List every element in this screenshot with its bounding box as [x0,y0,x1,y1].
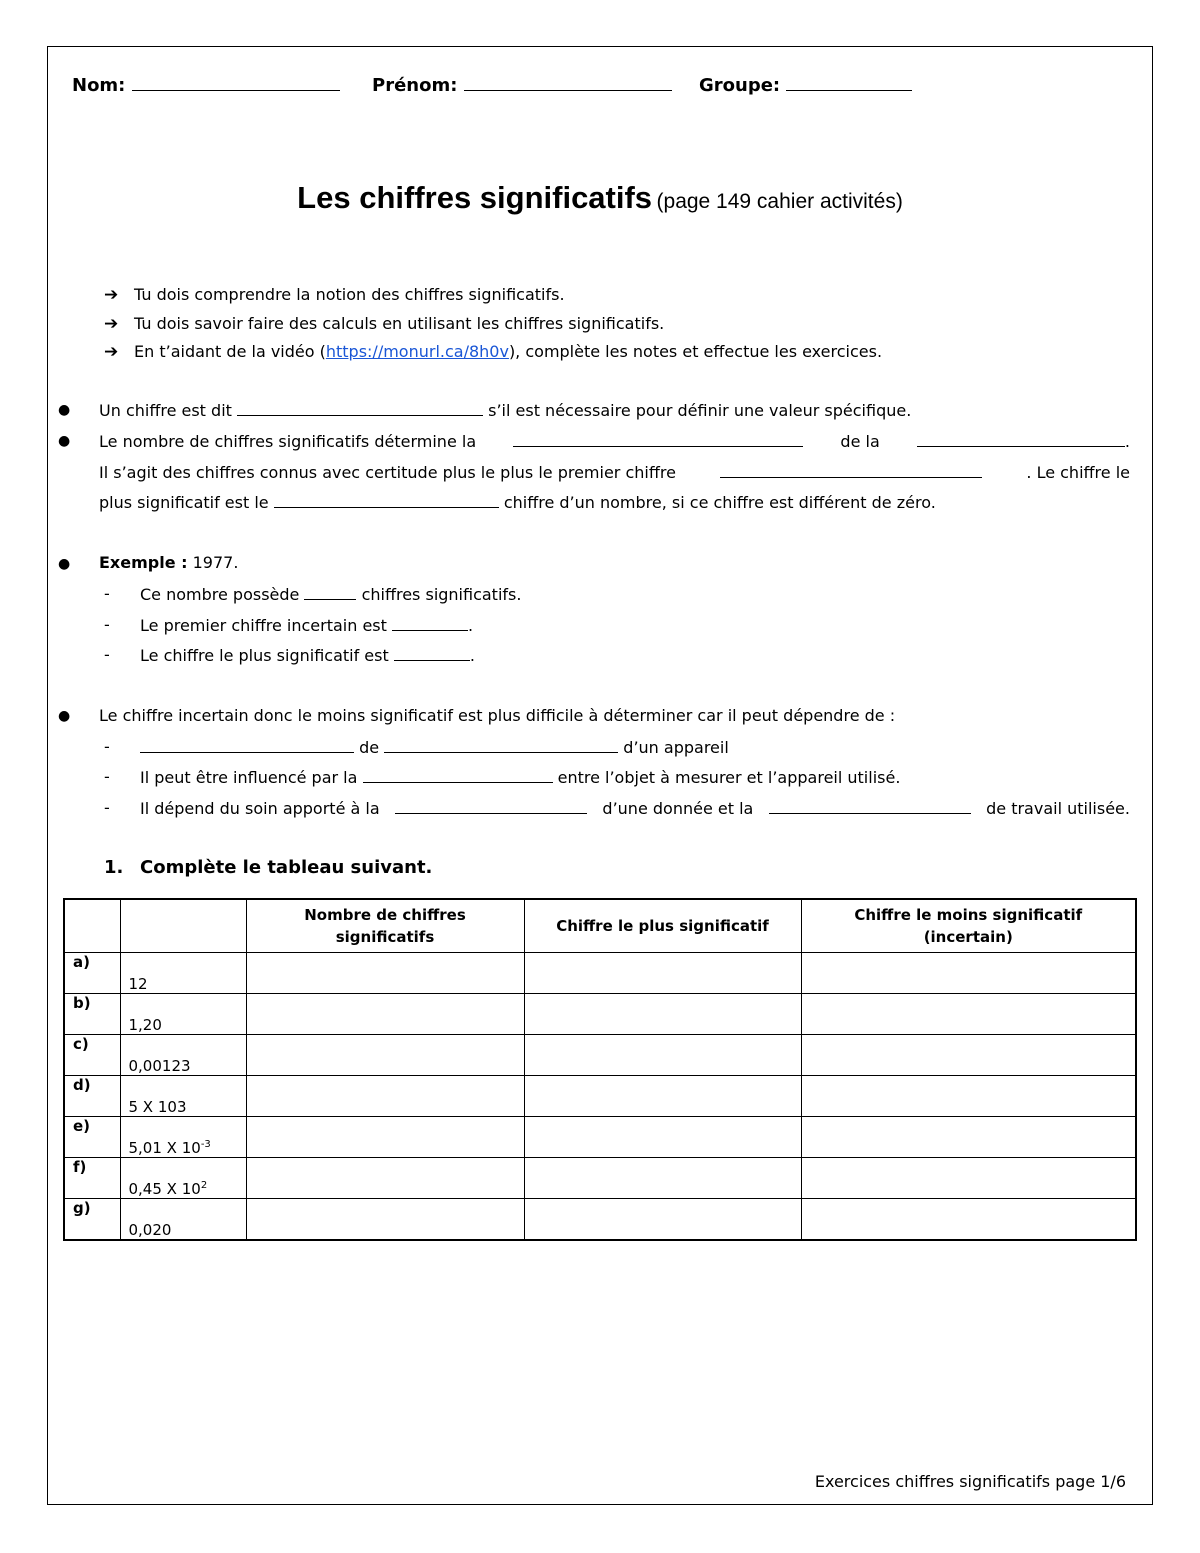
uncertain-text: de [359,738,380,757]
blank-field[interactable] [395,798,587,814]
row-letter: f) [64,1158,120,1199]
answer-cell[interactable] [801,1199,1136,1241]
example-item-1 [140,584,521,604]
example-value: 1977. [192,553,239,572]
nom-field [72,75,340,96]
dash-icon: - [104,645,110,664]
blank-field[interactable] [720,462,982,478]
uncertain-text: Il dépend du soin apporté à la [140,799,380,818]
note-2-line-1: Le nombre de chiffres significatifs détermine la de la . [99,432,1130,451]
objective-text: Tu dois comprendre la notion des chiffres significatifs. [134,285,565,304]
row-letter: e) [64,1117,120,1158]
example-line [99,553,238,572]
uncertain-item-1 [140,737,729,757]
uncertain-text: d’une donnée et la [602,799,754,818]
nom-blank[interactable] [132,75,340,91]
groupe-field [699,75,912,96]
value-base: 0,45 X 10 [128,1180,201,1198]
answer-cell[interactable] [524,1158,801,1199]
header-empty-2 [120,899,246,953]
table-row [64,1199,1136,1241]
answer-cell[interactable] [524,994,801,1035]
video-link[interactable]: https://monurl.ca/8h0v [325,342,509,361]
value-exponent: 2 [200,1180,208,1191]
row-value: 0,00123 [120,1035,246,1076]
note-2-line-3 [99,492,936,512]
blank-field[interactable] [917,431,1125,447]
exercise-number: 1. [104,857,124,878]
page-footer: Exercices chiffres significatifs page 1/6 [814,1472,1126,1491]
table-row [64,1076,1136,1117]
answer-cell[interactable] [246,953,524,994]
example-text: Le chiffre le plus significatif est [140,646,389,665]
title-main: Les chiffres significatifs [297,180,653,215]
example-label: Exemple : [99,553,188,572]
uncertain-text: entre l’objet à mesurer et l’appareil utilisé. [557,768,901,787]
answer-cell[interactable] [524,1076,801,1117]
bullet-icon: ● [58,708,71,724]
objective-1 [104,285,565,305]
objective-2 [104,314,664,334]
nom-label: Nom: [72,75,126,96]
answer-cell[interactable] [801,1076,1136,1117]
objective-text: En t’aidant de la vidéo ( [134,342,326,361]
row-letter: g) [64,1199,120,1241]
value-exponent: -3 [200,1139,211,1150]
blank-field[interactable] [392,615,468,631]
answer-cell[interactable] [246,1158,524,1199]
blank-field[interactable] [769,798,971,814]
groupe-blank[interactable] [786,75,912,91]
arrow-right-icon: ➔ [104,314,119,334]
header-cell: Chiffre le moins significatif (incertain) [801,899,1136,953]
row-letter: a) [64,953,120,994]
bullet-icon: ● [58,433,71,449]
blank-field[interactable] [363,767,553,783]
example-item-3: Le chiffre le plus significatif est . [140,646,475,665]
page-title [0,180,1200,216]
header-cell: Nombre de chiffres significatifs [246,899,524,953]
row-value [120,1117,246,1158]
arrow-right-icon: ➔ [104,285,119,305]
row-letter: d) [64,1076,120,1117]
answer-cell[interactable] [801,953,1136,994]
answer-cell[interactable] [246,1117,524,1158]
dash-icon: - [104,584,110,603]
blank-field[interactable] [384,737,618,753]
blank-field[interactable] [140,737,354,753]
example-text: chiffres significatifs. [361,585,522,604]
exercise-table [63,898,1137,1241]
answer-cell[interactable] [801,994,1136,1035]
table-header-row [64,899,1136,953]
note-text: de la [840,432,880,451]
table-row [64,994,1136,1035]
example-text: Ce nombre possède [140,585,300,604]
objective-text: Tu dois savoir faire des calculs en utilisant les chiffres significatifs. [134,314,665,333]
uncertain-intro: Le chiffre incertain donc le moins significatif est plus difficile à déterminer car il peut dépendre de : [99,706,896,725]
exercise-title: Complète le tableau suivant. [140,857,433,878]
note-text: Il s’agit des chiffres connus avec certitude plus le plus le premier chiffre [99,463,676,482]
note-2-line-2 [99,462,1130,482]
note-text: Le nombre de chiffres significatifs détermine la [99,432,477,451]
header-cell: Chiffre le plus significatif [524,899,801,953]
note-text: Un chiffre est dit [99,401,232,420]
objective-text: ), complète les notes et effectue les exercices. [508,342,883,361]
answer-cell[interactable] [246,1199,524,1241]
table-row [64,1035,1136,1076]
dash-icon: - [104,767,110,786]
blank-field[interactable] [394,645,470,661]
answer-cell[interactable] [524,1035,801,1076]
table-row [64,953,1136,994]
blank-field[interactable] [513,431,803,447]
uncertain-text: Il peut être influencé par la [140,768,358,787]
example-text: Le premier chiffre incertain est [140,616,387,635]
groupe-label: Groupe: [699,75,781,96]
note-1 [99,400,911,420]
prenom-blank[interactable] [464,75,672,91]
row-letter: c) [64,1035,120,1076]
row-value: 12 [120,953,246,994]
uncertain-item-2 [140,767,900,787]
answer-cell[interactable] [801,1035,1136,1076]
uncertain-item-3 [140,798,1130,818]
objective-3 [104,342,882,362]
arrow-right-icon: ➔ [104,342,119,362]
answer-cell[interactable] [246,1076,524,1117]
table-row [64,1117,1136,1158]
answer-cell[interactable] [246,1035,524,1076]
uncertain-text: de travail utilisée. [986,799,1130,818]
row-value [120,1158,246,1199]
value-base: 5,01 X 10 [128,1139,201,1157]
title-sub: (page 149 cahier activités) [656,190,903,213]
table-row [64,1158,1136,1199]
bullet-icon: ● [58,402,71,418]
bullet-icon: ● [58,556,71,572]
row-value: 0,020 [120,1199,246,1241]
blank-field[interactable] [274,492,499,508]
answer-cell[interactable] [246,994,524,1035]
exercise-heading [104,857,432,878]
dash-icon: - [104,798,110,817]
header-empty-1 [64,899,120,953]
row-value: 5 X 103 [120,1076,246,1117]
prenom-field [372,75,672,96]
note-text: chiffre d’un nombre, si ce chiffre est différent de zéro. [503,493,936,512]
row-value: 1,20 [120,994,246,1035]
note-text: . Le chiffre le [1026,463,1130,482]
uncertain-text: d’un appareil [623,738,729,757]
blank-field[interactable] [304,584,356,600]
blank-field[interactable] [237,400,483,416]
dash-icon: - [104,615,110,634]
answer-cell[interactable] [524,1117,801,1158]
example-item-2: Le premier chiffre incertain est . [140,616,474,635]
answer-cell[interactable] [801,1158,1136,1199]
row-letter: b) [64,994,120,1035]
answer-cell[interactable] [524,1199,801,1241]
note-text: s’il est nécessaire pour définir une valeur spécifique. [488,401,912,420]
dash-icon: - [104,737,110,756]
answer-cell[interactable] [524,953,801,994]
prenom-label: Prénom: [372,75,458,96]
note-text: plus significatif est le [99,493,269,512]
answer-cell[interactable] [801,1117,1136,1158]
